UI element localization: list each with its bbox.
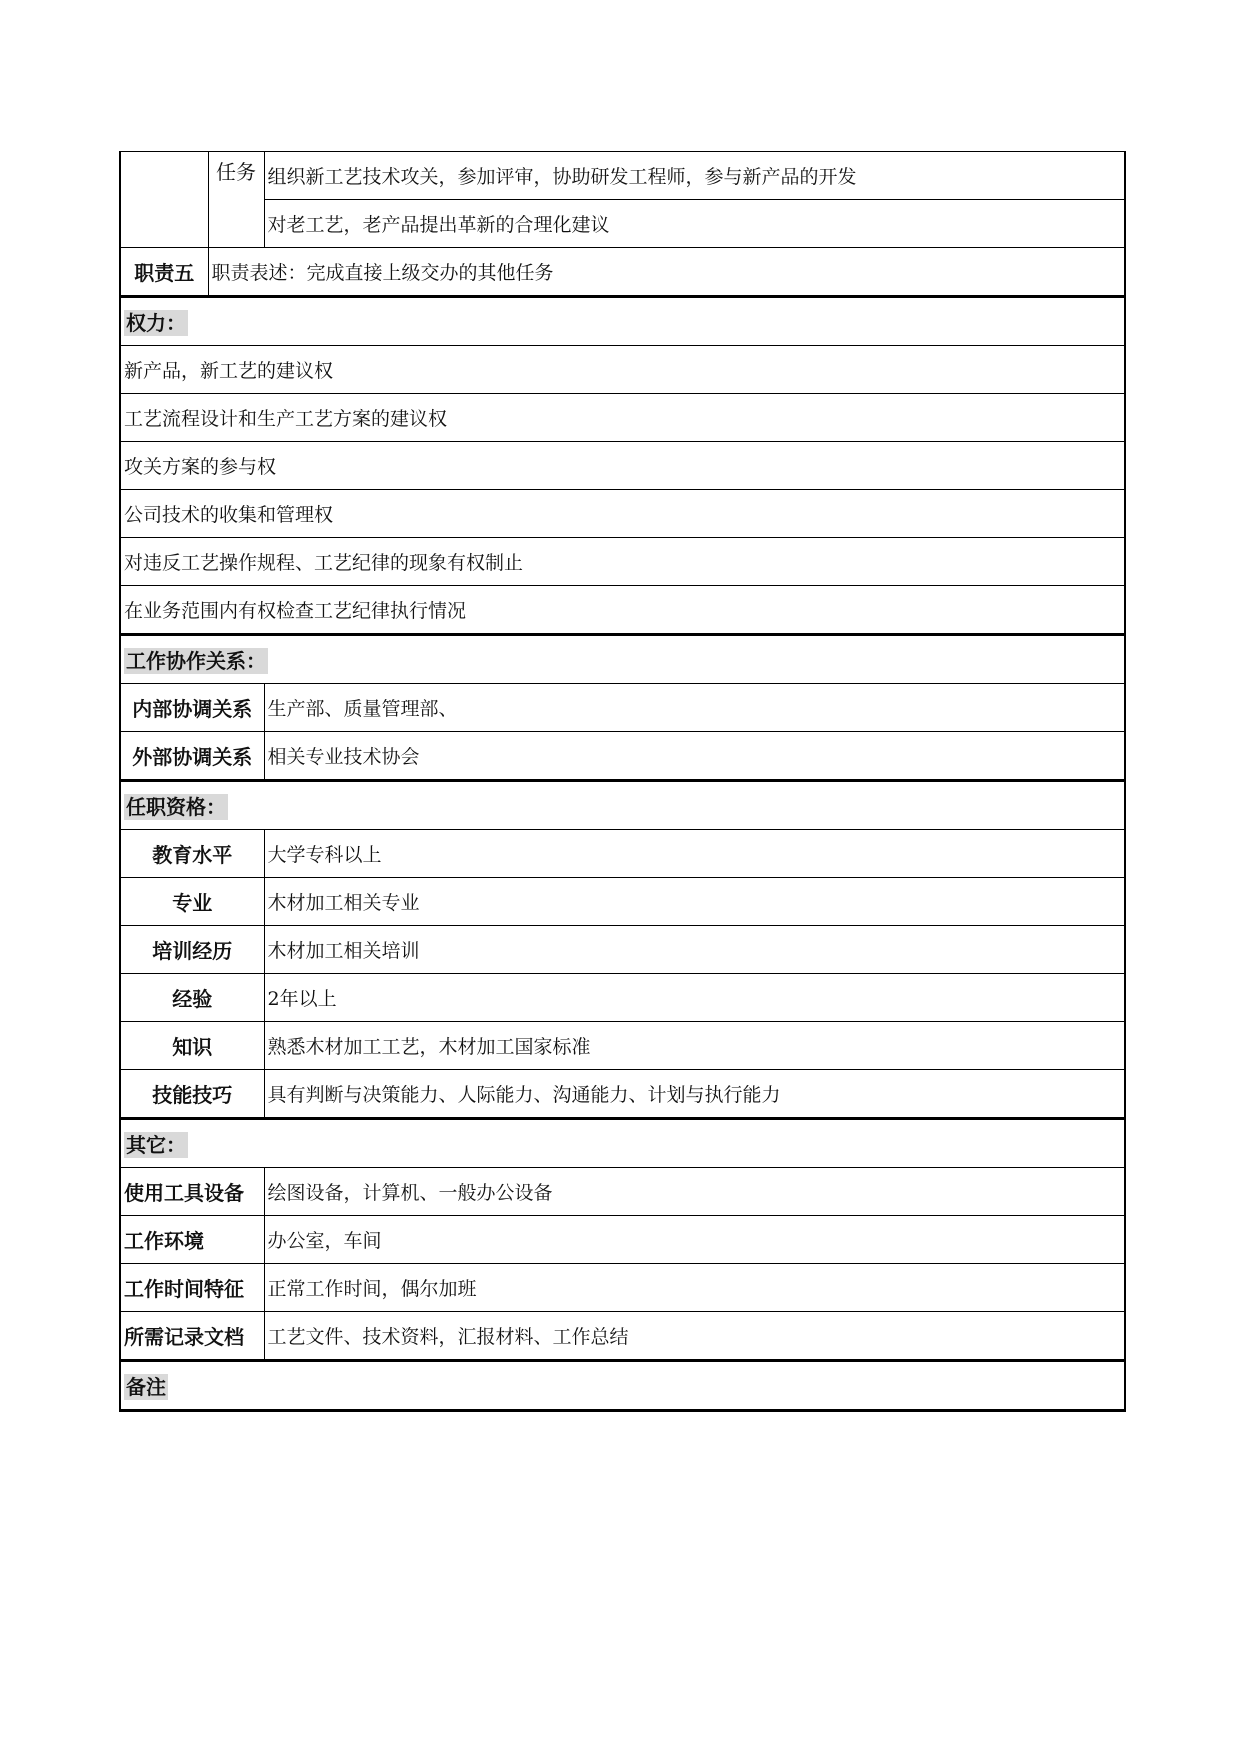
cooperation-label: 外部协调关系	[120, 732, 264, 781]
job-description-table	[119, 151, 1126, 1412]
other-row	[120, 1312, 1125, 1361]
task-label: 任务	[208, 152, 264, 248]
qualification-value: 2年以上	[264, 974, 1125, 1022]
qualification-label: 知识	[120, 1022, 264, 1070]
authority-item-row	[120, 394, 1125, 442]
qualification-row	[120, 830, 1125, 878]
authority-item: 在业务范围内有权检查工艺纪律执行情况	[120, 586, 1125, 635]
authority-item-row	[120, 538, 1125, 586]
qualification-row	[120, 1070, 1125, 1119]
duty-four-task-row-2	[120, 200, 1125, 248]
qualification-row	[120, 974, 1125, 1022]
qualification-value: 大学专科以上	[264, 830, 1125, 878]
cooperation-title: 工作协作关系：	[120, 635, 1125, 684]
other-title: 其它：	[120, 1119, 1125, 1168]
remarks-row	[120, 1361, 1125, 1411]
qualification-header-row	[120, 781, 1125, 830]
other-value: 绘图设备，计算机、一般办公设备	[264, 1168, 1125, 1216]
authority-item: 攻关方案的参与权	[120, 442, 1125, 490]
authority-item: 公司技术的收集和管理权	[120, 490, 1125, 538]
qualification-label: 技能技巧	[120, 1070, 264, 1119]
authority-item-row	[120, 346, 1125, 394]
qualification-value: 木材加工相关培训	[264, 926, 1125, 974]
qualification-row	[120, 878, 1125, 926]
qualification-value: 具有判断与决策能力、人际能力、沟通能力、计划与执行能力	[264, 1070, 1125, 1119]
duty-four-label-cell	[120, 152, 208, 248]
duty-five-text: 职责表述：完成直接上级交办的其他任务	[208, 248, 1125, 297]
task-item: 组织新工艺技术攻关，参加评审，协助研发工程师，参与新产品的开发	[264, 152, 1125, 200]
cooperation-value: 相关专业技术协会	[264, 732, 1125, 781]
authority-item-row	[120, 442, 1125, 490]
cooperation-row	[120, 732, 1125, 781]
qualification-value: 熟悉木材加工工艺，木材加工国家标准	[264, 1022, 1125, 1070]
job-description-table-page	[119, 151, 1124, 1412]
authority-title: 权力：	[120, 297, 1125, 346]
other-header-row	[120, 1119, 1125, 1168]
authority-item-row	[120, 490, 1125, 538]
other-value: 正常工作时间，偶尔加班	[264, 1264, 1125, 1312]
authority-item: 工艺流程设计和生产工艺方案的建议权	[120, 394, 1125, 442]
cooperation-value: 生产部、质量管理部、	[264, 684, 1125, 732]
qualification-label: 经验	[120, 974, 264, 1022]
other-row	[120, 1216, 1125, 1264]
other-row	[120, 1168, 1125, 1216]
authority-item: 对违反工艺操作规程、工艺纪律的现象有权制止	[120, 538, 1125, 586]
authority-header-row	[120, 297, 1125, 346]
qualification-label: 专业	[120, 878, 264, 926]
qualification-row	[120, 1022, 1125, 1070]
cooperation-header-row	[120, 635, 1125, 684]
authority-item-row	[120, 586, 1125, 635]
qualification-label: 教育水平	[120, 830, 264, 878]
cooperation-label: 内部协调关系	[120, 684, 264, 732]
other-row	[120, 1264, 1125, 1312]
other-value: 工艺文件、技术资料，汇报材料、工作总结	[264, 1312, 1125, 1361]
other-label: 所需记录文档	[120, 1312, 264, 1361]
qualification-value: 木材加工相关专业	[264, 878, 1125, 926]
other-label: 工作时间特征	[120, 1264, 264, 1312]
authority-item: 新产品，新工艺的建议权	[120, 346, 1125, 394]
qualification-label: 培训经历	[120, 926, 264, 974]
duty-five-label: 职责五	[120, 248, 208, 297]
other-label: 使用工具设备	[120, 1168, 264, 1216]
qualification-title: 任职资格：	[120, 781, 1125, 830]
remarks-title: 备注	[120, 1361, 1125, 1411]
cooperation-row	[120, 684, 1125, 732]
qualification-row	[120, 926, 1125, 974]
other-value: 办公室，车间	[264, 1216, 1125, 1264]
task-item: 对老工艺，老产品提出革新的合理化建议	[264, 200, 1125, 248]
duty-five-row	[120, 248, 1125, 297]
duty-four-task-row-1	[120, 152, 1125, 200]
other-label: 工作环境	[120, 1216, 264, 1264]
